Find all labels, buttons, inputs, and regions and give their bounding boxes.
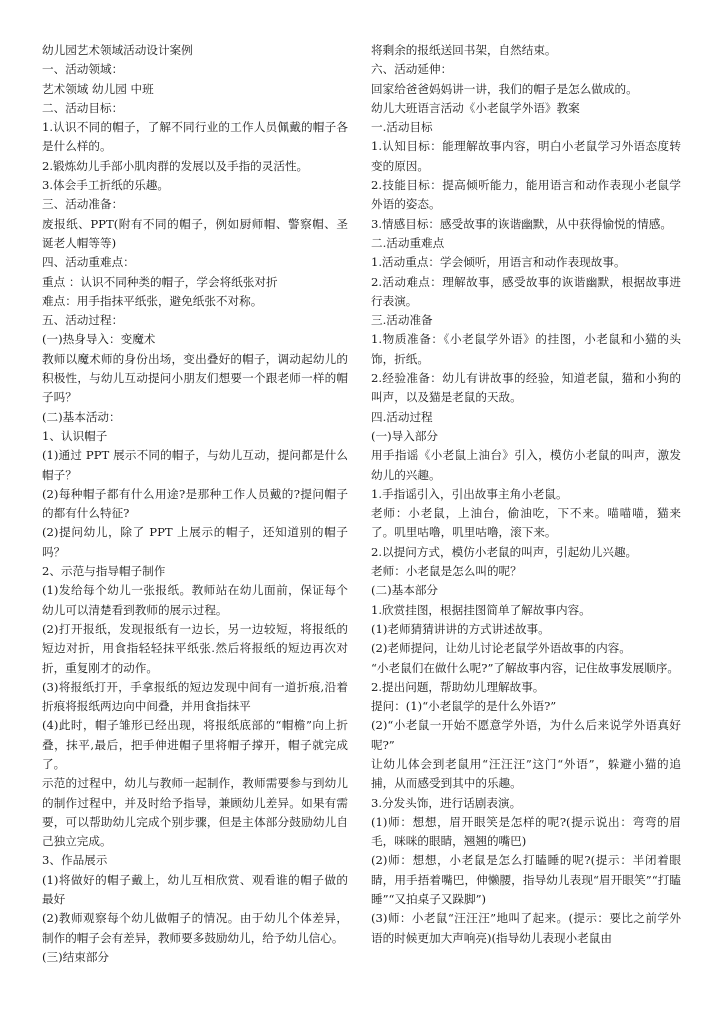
text-paragraph: 艺术领域 幼儿园 中班 [42, 81, 154, 96]
text-paragraph: 1.手指谣引入，引出故事主角小老鼠。 [371, 486, 568, 501]
text-paragraph: 2.提出问题，帮助幼儿理解故事。 [371, 679, 545, 694]
text-paragraph: (2)打开报纸，发现报纸有一边长，另一边较短，将报纸的短边对折，用食指轻轻抹平纸张.然后将报纸的短边再次对折，重复刚才的动作。 [42, 621, 348, 675]
text-paragraph: (2)提问幼儿，除了 PPT 上展示的帽子，还知道别的帽子吗？ [42, 525, 348, 559]
text-paragraph: (1)师：想想，眉开眼笑是怎样的呢?(提示说出：弯弯的眉毛，咪咪的眼睛，翘翘的嘴巴) [371, 814, 681, 849]
text-paragraph: (2)教师观察每个幼儿做帽子的情况。由于幼儿个体差异，制作的帽子会有差异，教师要多鼓励幼儿，给予幼儿信心。 [42, 911, 348, 945]
text-paragraph: 3、作品展示 [42, 853, 108, 868]
text-paragraph: 五、活动过程： [42, 313, 124, 328]
text-paragraph: (3)将报纸打开，手拿报纸的短边发现中间有一道折痕,沿着折痕将报纸两边向中间叠，并用食指抹平 [42, 679, 348, 714]
text-paragraph: (2)师：想想，小老鼠是怎么打瞌睡的呢?(提示：半闭着眼睛，用手捂着嘴巴，伸懒腰，指导幼儿表现“眉开眼笑”“打瞌睡”“又拍桌子又跺脚”) [371, 853, 681, 907]
text-paragraph: 2.活动难点：理解故事，感受故事的诙谐幽默，根据故事进行表演。 [371, 274, 681, 308]
text-paragraph: (4)此时，帽子雏形已经出现，将报纸底部的“帽檐”向上折叠，抹平,最后，把手伸进帽子里将帽子撑开，帽子就完成了。 [42, 718, 348, 771]
text-paragraph: 2.经验准备：幼儿有讲故事的经验，知道老鼠，猫和小狗的叫声，以及猫是老鼠的天敌。 [371, 371, 681, 405]
text-paragraph: 3.分发头饰，进行话剧表演。 [371, 795, 522, 810]
text-paragraph: 幼儿大班语言活动《小老鼠学外语》教案 [371, 100, 580, 115]
text-paragraph: (3)师：小老鼠“汪汪汪”地叫了起来。(提示：要比之前学外语的时候更加大声响亮)(指导幼儿表现小老鼠由 [371, 911, 681, 945]
text-paragraph: 1.认识不同的帽子，了解不同行业的工作人员佩戴的帽子各是什么样的。 [42, 120, 348, 154]
text-paragraph: (2)老师提问，让幼儿讨论老鼠学外语故事的内容。 [371, 641, 631, 656]
text-paragraph: 幼儿园艺术领域活动设计案例 [42, 43, 193, 57]
text-paragraph: 1.活动重点：学会倾听，用语言和动作表现故事。 [371, 255, 626, 270]
text-paragraph: 二.活动重难点 [371, 235, 445, 250]
text-paragraph: 示范的过程中，幼儿与教师一起制作，教师需要参与到幼儿的制作过程中，并及时给予指导，兼顾幼儿差异。如果有需要，可以帮助幼儿完成个别步骤，但是主体部分鼓励幼儿自己独立完成。 [42, 776, 348, 849]
text-paragraph: (1)发给每个幼儿一张报纸。教师站在幼儿面前，保证每个幼儿可以清楚看到教师的展示过程。 [42, 583, 348, 617]
text-paragraph: 四.活动过程 [371, 409, 433, 424]
text-paragraph: 难点：用手指抹平纸张，避免纸张不对称。 [42, 293, 263, 308]
text-paragraph: 2.锻炼幼儿手部小肌肉群的发展以及手指的灵活性。 [42, 158, 309, 173]
text-paragraph: 1.物质准备：《小老鼠学外语》的挂图，小老鼠和小猫的头饰，折纸。 [371, 332, 681, 366]
text-paragraph: 3.体会手工折纸的乐趣。 [42, 178, 169, 193]
text-paragraph: 教师以魔术师的身份出场，变出叠好的帽子，调动起幼儿的积极性，与幼儿互动提问小朋友们想要一个跟老师一样的帽子吗？ [42, 351, 348, 405]
text-paragraph: “小老鼠们在做什么呢?”了解故事内容，记住故事发展顺序。 [371, 660, 679, 675]
text-paragraph: 让幼儿体会到老鼠用“汪汪汪”这门“外语”，躲避小猫的追捕，从而感受到其中的乐趣。 [371, 756, 681, 791]
text-paragraph: (二)基本活动： [42, 409, 121, 424]
text-paragraph: 四、活动重难点： [42, 255, 135, 270]
text-paragraph: 2.技能目标：提高倾听能力，能用语言和动作表现小老鼠学外语的姿态。 [371, 178, 681, 212]
text-paragraph: 三.活动准备 [371, 313, 433, 328]
text-paragraph: 1.认知目标：能理解故事内容，明白小老鼠学习外语态度转变的原因。 [371, 139, 681, 173]
text-paragraph: 六、活动延伸： [371, 62, 453, 77]
text-paragraph: 2、示范与指导帽子制作 [42, 564, 166, 579]
text-paragraph: (三)结束部分 [42, 949, 110, 964]
right-column [371, 41, 681, 948]
text-paragraph: 3.情感目标：感受故事的诙谐幽默，从中获得愉悦的情感。 [371, 216, 672, 231]
text-paragraph: 回家给爸爸妈妈讲一讲，我们的帽子是怎么做成的。 [371, 81, 638, 96]
text-paragraph: 1.欣赏挂图，根据挂图简单了解故事内容。 [371, 602, 591, 617]
text-paragraph: 一.活动目标 [371, 120, 433, 135]
text-paragraph: 1、认识帽子 [42, 428, 108, 443]
text-paragraph: (1)老师猜猜讲讲的方式讲述故事。 [371, 621, 550, 636]
text-paragraph: 废报纸、PPT(附有不同的帽子，例如厨师帽、警察帽、圣诞老人帽等等) [42, 216, 348, 250]
text-paragraph: 老师：小老鼠，上油台，偷油吃，下不来。喵喵喵，猫来了。叽里咕噜，叽里咕噜，滚下来。 [371, 506, 681, 540]
text-paragraph: (1)通过 PPT 展示不同的帽子，与幼儿互动，提问都是什么帽子？ [42, 448, 348, 482]
text-paragraph: (1)将做好的帽子戴上，幼儿互相欣赏、观看谁的帽子做的最好 [42, 872, 348, 907]
text-paragraph: 老师：小老鼠是怎么叫的呢？ [371, 564, 522, 579]
text-paragraph: 一、活动领域： [42, 62, 124, 77]
left-column [42, 41, 348, 967]
text-paragraph: 2.以提问方式，模仿小老鼠的叫声，引起幼儿兴趣。 [371, 544, 638, 559]
text-paragraph: 提问：(1)“小老鼠学的是什么外语?” [371, 699, 557, 714]
text-paragraph: (2)“小老鼠一开始不愿意学外语，为什么后来说学外语真好呢?” [371, 718, 681, 752]
text-paragraph: 将剩余的报纸送回书架，自然结束。 [371, 43, 557, 57]
text-paragraph: (一)导入部分 [371, 428, 439, 443]
text-paragraph: (二)基本部分 [371, 583, 439, 598]
text-paragraph: 二、活动目标： [42, 100, 124, 115]
text-paragraph: (一)热身导入：变魔术 [42, 332, 156, 347]
text-paragraph: 三、活动准备： [42, 197, 124, 212]
text-paragraph: (2)每种帽子都有什么用途?是那种工作人员戴的?提问帽子的都有什么特征? [42, 486, 348, 521]
text-paragraph: 用手指谣《小老鼠上油台》引入，模仿小老鼠的叫声，激发幼儿的兴趣。 [371, 448, 681, 482]
text-paragraph: 重点 ：认识不同种类的帽子，学会将纸张对折 [42, 274, 278, 289]
